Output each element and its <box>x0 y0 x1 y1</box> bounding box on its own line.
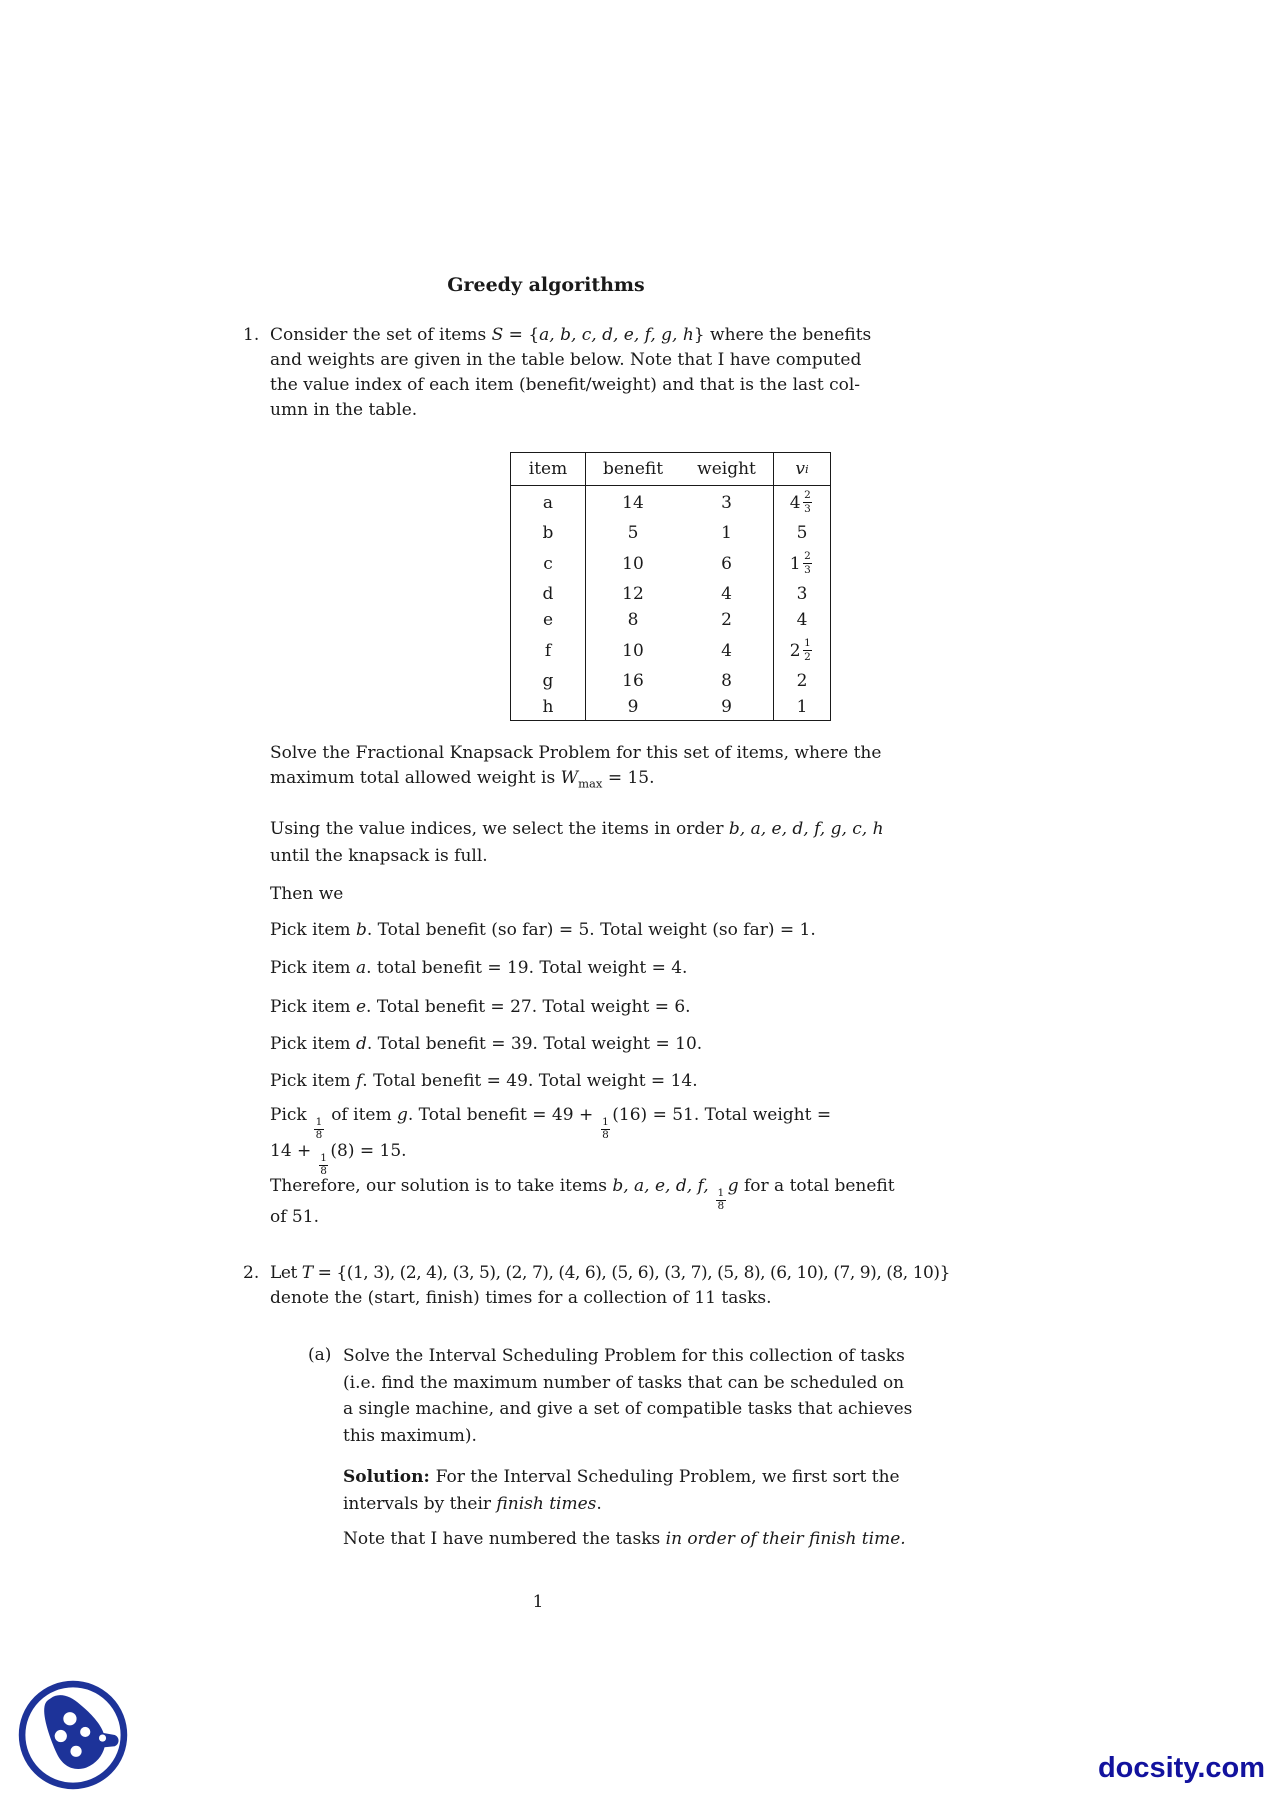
text-line: of 51. <box>270 1207 319 1227</box>
table-cell: 12 <box>622 584 644 604</box>
table-cell: 2 <box>721 610 732 630</box>
text-line: Then we <box>270 884 344 904</box>
table-cell: d <box>511 581 586 607</box>
text-line: umn in the table. <box>270 400 418 420</box>
text-line: Solution: For the Interval Scheduling Problem, we first sort the <box>343 1467 900 1487</box>
text-line: Solve the Interval Scheduling Problem for this collection of tasks <box>343 1346 905 1366</box>
table-cell: 14 <box>622 492 644 513</box>
table-cell: 8 <box>627 610 639 630</box>
part-a-solution <box>343 1464 900 1518</box>
part-a-marker: (a) <box>308 1345 332 1365</box>
part-a-note <box>343 1527 906 1552</box>
text-line: Pick item d. Total benefit = 39. Total weight = 10. <box>270 1034 703 1054</box>
docsity-logo-icon[interactable] <box>17 1679 129 1791</box>
table-header-cell: item <box>511 453 586 486</box>
text-line: and weights are given in the table below. Note that I have computed <box>270 350 862 370</box>
table-cell: 1 <box>721 523 732 543</box>
text-line: maximum total allowed weight is $W_{max} = 15$. <box>270 768 655 791</box>
pick-line-g2 <box>270 1139 407 1178</box>
table-row <box>511 546 830 581</box>
table-cell: 4 <box>721 640 732 661</box>
table-header-row <box>511 453 830 485</box>
table-row <box>511 694 830 720</box>
text-line: a single machine, and give a set of compatible tasks that achieves <box>343 1399 913 1419</box>
table-cell-value-index: 2 <box>773 668 830 694</box>
problem2-intro <box>270 1261 950 1311</box>
text-line: Using the value indices, we select the items in order b, a, e, d, f, g, c, h <box>270 819 884 839</box>
table-cell-value-index: 4 $\frac{2}{3}$ <box>773 485 830 520</box>
pick-line-a <box>270 956 687 981</box>
text-line: Pick item f. Total benefit = 49. Total weight = 14. <box>270 1071 698 1091</box>
text-line: this maximum). <box>343 1425 477 1446</box>
pick-line-f <box>270 1069 698 1094</box>
text-line: (i.e. find the maximum number of tasks that can be scheduled on <box>343 1372 905 1393</box>
table-header-cell: v i <box>773 453 830 486</box>
table-row <box>511 581 830 607</box>
problem1-solve-text <box>270 741 881 791</box>
table-cell: 3 <box>721 492 732 513</box>
problem2-marker: 2. <box>243 1263 260 1283</box>
table-cell: 10 <box>622 640 644 661</box>
table-cell: 16 <box>622 671 644 691</box>
page-number: 1 <box>532 1592 544 1612</box>
text-line: Pick item e. Total benefit = 27. Total weight = 6. <box>270 997 691 1017</box>
text-line: Therefore, our solution is to take items b, a, e, d, f, $\frac{1}{8}$ g for a total benefit <box>270 1176 895 1213</box>
table-cell: a <box>511 485 586 520</box>
problem1-intro <box>270 323 871 423</box>
table-cell: 10 <box>622 553 644 574</box>
problem1-using-text <box>270 816 884 870</box>
brand-link[interactable]: docsity.com <box>1097 1752 1265 1784</box>
text-line: Pick item b. Total benefit (so far) = 5. Total weight (so far) = 1. <box>270 920 816 940</box>
table-row <box>511 607 830 633</box>
text-line: Note that I have numbered the tasks in order of their finish time. <box>343 1529 906 1549</box>
table-cell: 9 <box>627 697 639 717</box>
text-line: the value index of each item (benefit/weight) and that is the last col- <box>270 375 861 395</box>
therefore-line-2 <box>270 1205 319 1230</box>
benefit-table <box>510 452 831 721</box>
table-cell: 5 <box>627 523 639 543</box>
problem1-then-text <box>270 882 343 907</box>
text-line: until the knapsack is full. <box>270 846 488 866</box>
therefore-line-1 <box>270 1174 895 1213</box>
table-row <box>511 633 830 668</box>
table-header-cell: benefit <box>586 453 680 486</box>
table-cell-value-index: 3 <box>773 581 830 607</box>
text-line: Pick $\frac{1}{8}$ of item g. Total benefit = 49 + $\frac{1}{8}$ (16) = 51. Total weight = <box>270 1105 832 1142</box>
page-title: Greedy algorithms <box>447 274 645 296</box>
table-row <box>511 668 830 694</box>
text-line: Pick item a. total benefit = 19. Total weight = 4. <box>270 958 688 978</box>
table-cell-value-index: 2 $\frac{1}{2}$ <box>773 633 830 668</box>
text-line: denote the (start, finish) times for a collection of 11 tasks. <box>270 1288 772 1308</box>
table-row <box>511 485 830 520</box>
table-cell-value-index: 1 <box>773 694 830 720</box>
part-a-text <box>343 1343 912 1449</box>
table-row <box>511 520 830 546</box>
table-cell: 9 <box>721 697 732 717</box>
table-cell: 8 <box>721 671 732 691</box>
table-cell: e <box>511 607 586 633</box>
pick-line-g1 <box>270 1103 831 1142</box>
table-cell: 4 <box>721 584 732 604</box>
problem1-marker: 1. <box>243 325 260 345</box>
text-line: Solve the Fractional Knapsack Problem for this set of items, where the <box>270 743 882 763</box>
text-line: intervals by their finish times. <box>343 1494 602 1514</box>
table-cell: 6 <box>721 553 732 574</box>
table-cell: b <box>511 520 586 546</box>
table-cell-value-index: 5 <box>773 520 830 546</box>
text-line: Let T = {(1, 3), (2, 4), (3, 5), (2, 7), (4, 6), (5, 6), (3, 7), (5, 8), (6, 10), (7, 9), (8, 10)} <box>270 1263 950 1283</box>
table-cell: f <box>511 633 586 668</box>
pick-line-e <box>270 995 691 1020</box>
table-cell: h <box>511 694 586 720</box>
table-cell: g <box>511 668 586 694</box>
text-line: 14 + $\frac{1}{8}$ (8) = 15. <box>270 1141 407 1178</box>
table-cell: c <box>511 546 586 581</box>
pick-line-d <box>270 1032 702 1057</box>
table-header-cell: weight <box>680 453 773 486</box>
pick-line-b <box>270 918 816 943</box>
table-cell-value-index: 4 <box>773 607 830 633</box>
table-cell-value-index: 1 $\frac{2}{3}$ <box>773 546 830 581</box>
text-line: Consider the set of items S = {a, b, c, d, e, f, g, h} where the benefits <box>270 325 872 345</box>
